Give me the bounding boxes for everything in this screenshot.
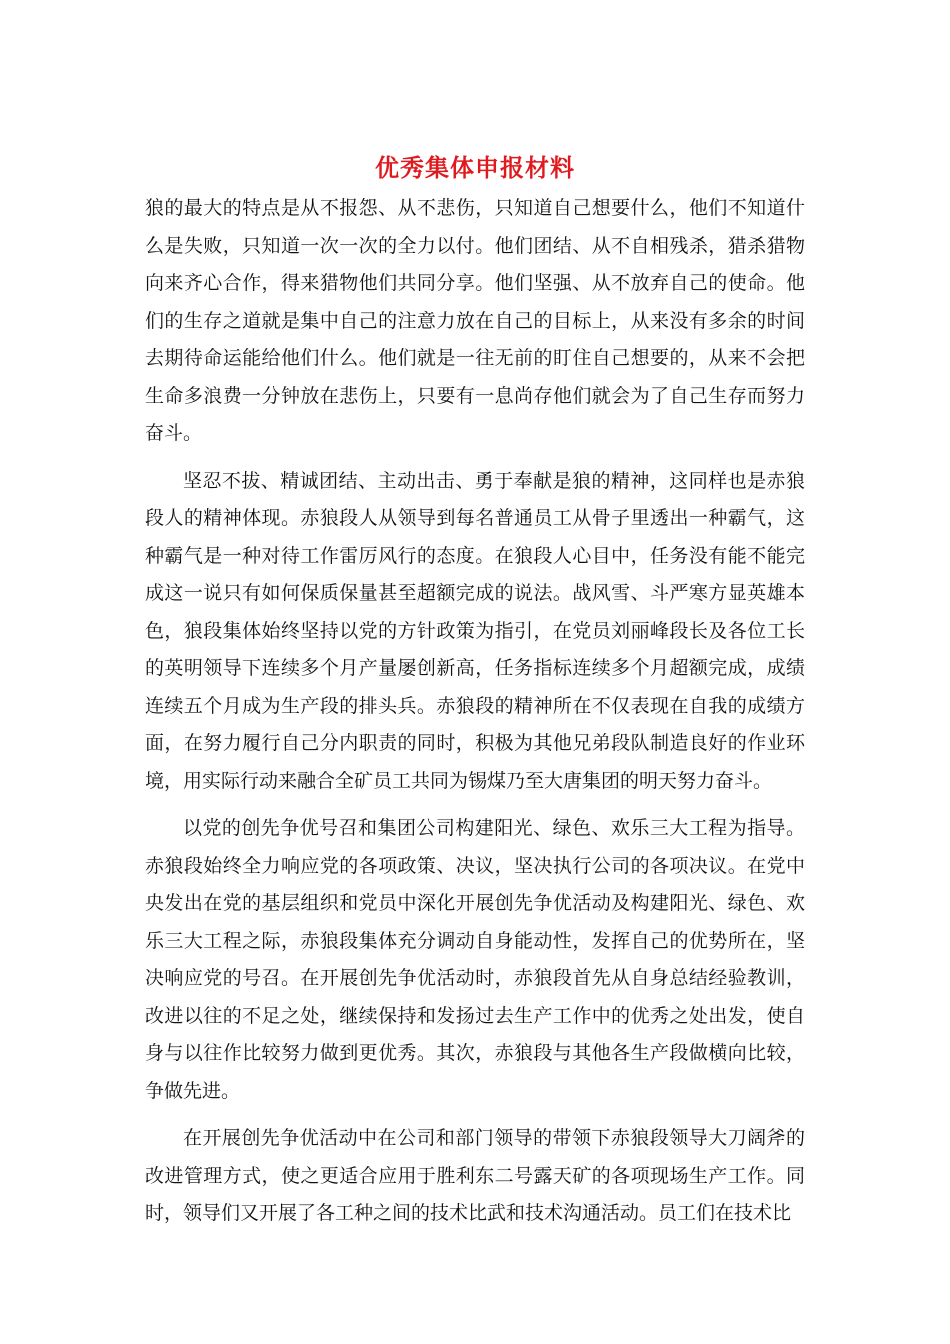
paragraph-3: 以党的创先争优号召和集团公司构建阳光、绿色、欢乐三大工程为指导。赤狼段始终全力响应党的各项政策、决议，坚决执行公司的各项决议。在党中央发出在党的基层组织和党员中深化开展创先争优活动及构建阳光、绿色、欢乐三大工程之际，赤狼段集体充分调动自身能动性，发挥自己的优势所在，坚决响应党的号召。在开展创先争优活动时，赤狼段首先从自身总结经验教训，改进以往的不足之处，继续保持和发扬过去生产工作中的优秀之处出发，使自身与以往作比较努力做到更优秀。其次，赤狼段与其他各生产段做横向比较，争做先进。 <box>145 817 805 1102</box>
document-title: 优秀集体申报材料 <box>375 153 575 182</box>
paragraph-1: 狼的最大的特点是从不报怨、从不悲伤，只知道自己想要什么，他们不知道什么是失败，只知道一次一次的全力以付。他们团结、从不自相残杀，猎杀猎物向来齐心合作，得来猎物他们共同分享。他们坚强、从不放弃自己的使命。他们的生存之道就是集中自己的注意力放在自己的目标上，从来没有多余的时间去期待命运能给他们什么。他们就是一往无前的盯住自己想要的，从来不会把生命多浪费一分钟放在悲伤上，只要有一息尚存他们就会为了自己生存而努力奋斗。 <box>145 197 805 444</box>
paragraph-2: 坚忍不拔、精诚团结、主动出击、勇于奉献是狼的精神，这同样也是赤狼段人的精神体现。赤狼段人从领导到每名普通员工从骨子里透出一种霸气，这种霸气是一种对待工作雷厉风行的态度。在狼段人心目中，任务没有能不能完成这一说只有如何保质保量甚至超额完成的说法。战风雪、斗严寒方显英雄本色，狼段集体始终坚持以党的方针政策为指引，在党员刘丽峰段长及各位工长的英明领导下连续多个月产量屡创新高，任务指标连续多个月超额完成，成绩连续五个月成为生产段的排头兵。赤狼段的精神所在不仅表现在自我的成绩方面，在努力履行自己分内职责的同时，积极为其他兄弟段队制造良好的作业环境，用实际行动来融合全矿员工共同为锡煤乃至大唐集团的明天努力奋斗。 <box>145 469 805 792</box>
paragraph-4: 在开展创先争优活动中在公司和部门领导的带领下赤狼段领导大刀阔斧的改进管理方式，使之更适合应用于胜利东二号露天矿的各项现场生产工作。同时，领导们又开展了各工种之间的技术比武和技术沟通活动。员工们在技术比 <box>145 1127 805 1224</box>
document-body <box>145 190 805 1243</box>
